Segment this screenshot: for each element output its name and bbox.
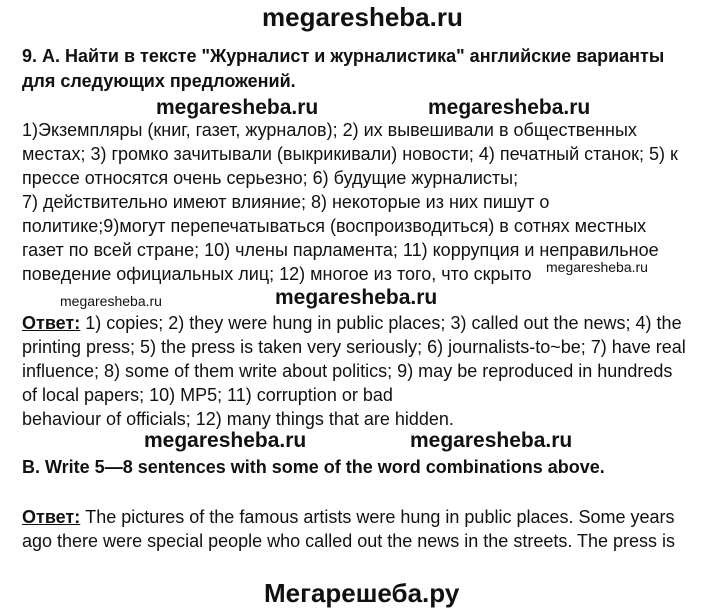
task-a-title-line-1: 9. А. Найти в тексте "Журналист и журналистика" английские варианты <box>22 46 665 66</box>
watermark: megaresheba.ru <box>275 286 438 309</box>
ru-line: местах; 3) громко зачитывали (выкрикивали) новости; 4) печатный станок; 5) к <box>22 144 678 164</box>
watermark: megaresheba.ru <box>156 96 319 119</box>
ru-line: 7) действительно имеют влияние; 8) некоторые из них пишут о <box>22 192 550 212</box>
answer-b-line: ago there were special people who called out the news in the streets. The press is <box>22 531 676 551</box>
answer-a-text: 1) copies; 2) they were hung in public places; 3) called out the news; 4) the <box>80 313 682 333</box>
watermark: megaresheba.ru <box>60 293 162 309</box>
ru-line: политике;9)могут перепечатываться (воспроизводиться) в сотнях местных <box>22 216 647 236</box>
answer-a-line <box>22 313 682 334</box>
answer-label: Ответ: <box>22 507 81 527</box>
answer-label: Ответ: <box>22 313 81 333</box>
answer-b-line <box>22 507 675 528</box>
watermark: megaresheba.ru <box>546 259 648 275</box>
task-b-title: B. Write 5—8 sentences with some of the word combinations above. <box>22 457 605 477</box>
header-watermark: megaresheba.ru <box>262 2 463 32</box>
answer-b-text: The pictures of the famous artists were hung in public places. Some years <box>80 507 675 527</box>
answer-a-line: printing press; 5) the press is taken very seriously; 6) journalists-to~be; 7) have real <box>22 337 686 357</box>
task-a-title-line-2: для следующих предложений. <box>22 71 296 91</box>
ru-line: прессе относятся очень серьезно; 6) будущие журналисты; <box>22 168 519 188</box>
ru-line: поведение официальных лиц; 12) многое из того, что скрыто <box>22 264 532 284</box>
watermark: megaresheba.ru <box>428 96 591 119</box>
ru-line: 1)Экземпляры (книг, газет, журналов); 2) их вывешивали в общественных <box>22 120 637 140</box>
answer-a-line: behaviour of officials; 12) many things that are hidden. <box>22 409 454 429</box>
answer-a-line: influence; 8) some of them write about politics; 9) may be reproduced in hundreds <box>22 361 673 381</box>
watermark: megaresheba.ru <box>410 429 573 452</box>
ru-line: газет по всей стране; 10) члены парламента; 11) коррупция и неправильное <box>22 240 659 260</box>
footer-watermark: Мегарешеба.ру <box>264 578 460 608</box>
answer-a-line: of local papers; 10) MP5; 11) corruption or bad <box>22 385 393 405</box>
watermark: megaresheba.ru <box>144 429 307 452</box>
